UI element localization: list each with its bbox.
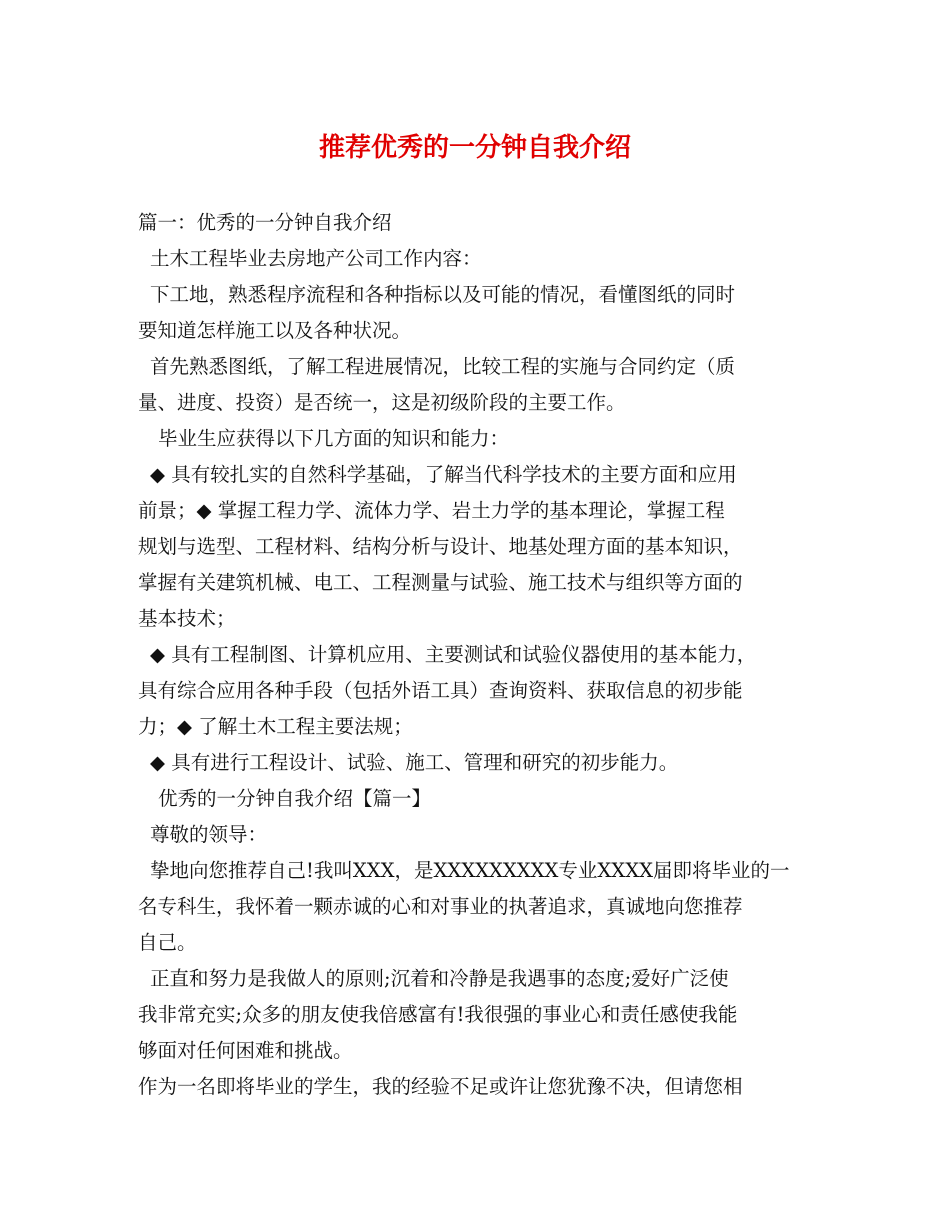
paragraph-site-work xyxy=(138,277,818,349)
text-line: 毕业生应获得以下几方面的知识和能力： xyxy=(158,427,510,450)
paragraph-section-heading xyxy=(138,205,818,241)
paragraph-bullet-science xyxy=(138,457,818,637)
paragraph-principles xyxy=(138,961,818,1069)
text-line: 自己。 xyxy=(138,931,197,954)
text-line: 基本技术； xyxy=(138,607,236,630)
text-line: ◆ 具有工程制图、计算机应用、主要测试和试验仪器使用的基本能力， xyxy=(150,643,757,666)
paragraph-recommend-self xyxy=(138,853,818,961)
document-body xyxy=(138,205,818,1105)
text-line: ◆ 具有进行工程设计、试验、施工、管理和研究的初步能力。 xyxy=(150,751,679,774)
paragraph-abilities-heading xyxy=(138,421,818,457)
text-line: 优秀的一分钟自我介绍【篇一】 xyxy=(158,787,432,810)
text-line: 挚地向您推荐自己!我叫XXX，是XXXXXXXXX专业XXXX届即将毕业的一 xyxy=(150,859,790,882)
text-line: 力；◆ 了解土木工程主要法规； xyxy=(138,715,413,738)
text-line: 够面对任何困难和挑战。 xyxy=(138,1039,353,1062)
text-line: 下工地，熟悉程序流程和各种指标以及可能的情况，看懂图纸的同时 xyxy=(150,283,736,306)
paragraph-intro-heading xyxy=(138,781,818,817)
text-line: ◆ 具有较扎实的自然科学基础，了解当代科学技术的主要方面和应用 xyxy=(150,463,737,486)
paragraph-job-content-heading xyxy=(138,241,818,277)
text-line: 正直和努力是我做人的原则;沉着和冷静是我遇事的态度;爱好广泛使 xyxy=(150,967,729,990)
text-line: 要知道怎样施工以及各种状况。 xyxy=(138,319,412,342)
text-line: 具有综合应用各种手段（包括外语工具）查询资料、获取信息的初步能 xyxy=(138,679,743,702)
paragraph-drawings xyxy=(138,349,818,421)
text-line: 首先熟悉图纸，了解工程进展情况，比较工程的实施与合同约定（质 xyxy=(150,355,736,378)
text-line: 我非常充实;众多的朋友使我倍感富有!我很强的事业心和责任感使我能 xyxy=(138,1003,738,1026)
paragraph-experience xyxy=(138,1069,818,1105)
text-line: 土木工程毕业去房地产公司工作内容： xyxy=(150,247,482,270)
text-line: 篇一：优秀的一分钟自我介绍 xyxy=(138,211,392,234)
text-line: 尊敬的领导： xyxy=(150,823,268,846)
paragraph-bullet-design xyxy=(138,745,818,781)
paragraph-salutation xyxy=(138,817,818,853)
document-title: 推荐优秀的一分钟自我介绍 xyxy=(318,133,631,163)
text-line: 规划与选型、工程材料、结构分析与设计、地基处理方面的基本知识， xyxy=(138,535,743,558)
text-line: 前景；◆ 掌握工程力学、流体力学、岩土力学的基本理论，掌握工程 xyxy=(138,499,725,522)
paragraph-bullet-drawing xyxy=(138,637,818,745)
text-line: 作为一名即将毕业的学生，我的经验不足或许让您犹豫不决，但请您相 xyxy=(138,1075,743,1098)
text-line: 名专科生，我怀着一颗赤诚的心和对事业的执著追求，真诚地向您推荐 xyxy=(138,895,743,918)
text-line: 量、进度、投资）是否统一，这是初级阶段的主要工作。 xyxy=(138,391,626,414)
text-line: 掌握有关建筑机械、电工、工程测量与试验、施工技术与组织等方面的 xyxy=(138,571,743,594)
